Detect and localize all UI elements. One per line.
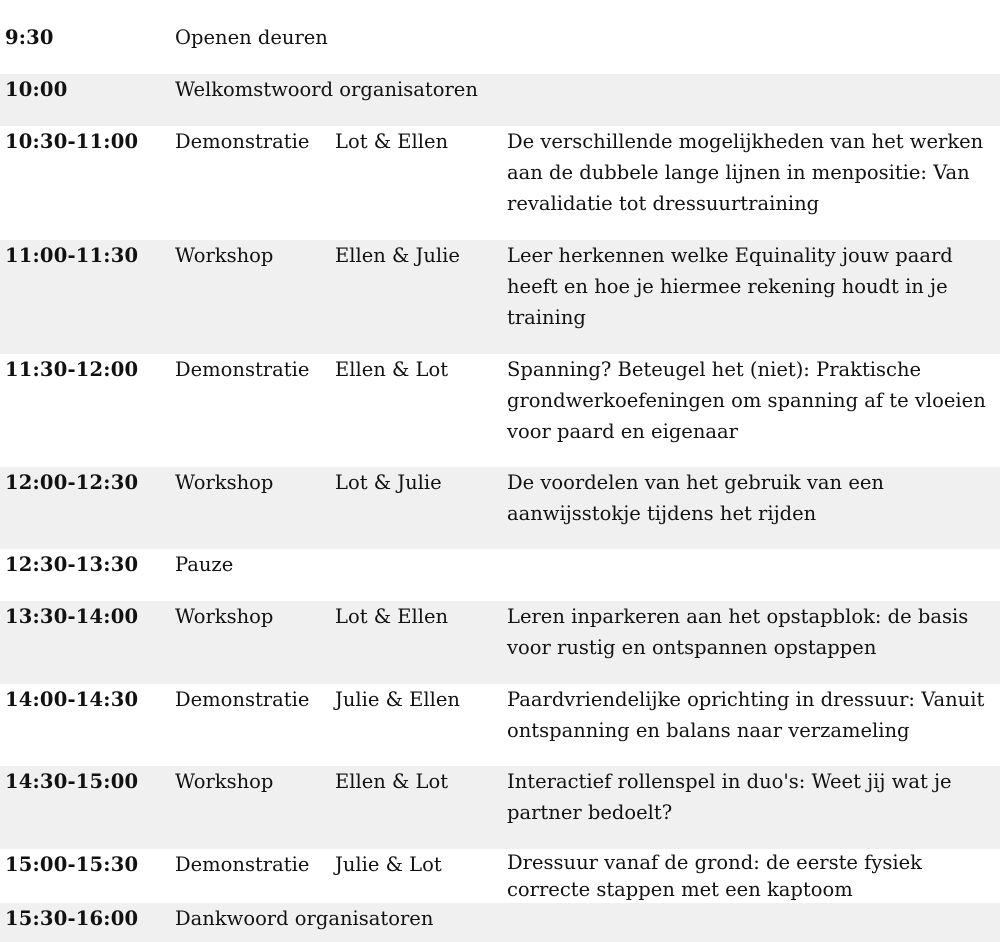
row-time: 12:30-13:30 — [5, 553, 139, 576]
row-type: Dankwoord organisatoren — [175, 907, 434, 930]
row-presenters: Julie & Lot — [335, 853, 442, 876]
row-time: 15:30-16:00 — [5, 907, 139, 930]
schedule-row — [0, 74, 1000, 126]
row-presenters: Ellen & Lot — [335, 358, 449, 381]
row-type: Workshop — [175, 605, 274, 628]
schedule-row — [0, 849, 1000, 903]
schedule-row — [0, 240, 1000, 354]
row-description: Paardvriendelijke oprichting in dressuur: Vanuit ontspanning en balans naar verzameling — [507, 688, 985, 742]
row-description: Interactief rollenspel in duo's: Weet jij wat je partner bedoelt? — [507, 770, 952, 824]
schedule-row — [0, 354, 1000, 467]
row-description: Leer herkennen welke Equinality jouw paard heeft en hoe je hiermee rekening houdt in je training — [507, 244, 953, 329]
row-presenters: Lot & Julie — [335, 471, 442, 494]
row-type: Workshop — [175, 244, 274, 267]
row-type: Demonstratie — [175, 358, 310, 381]
schedule-row — [0, 601, 1000, 684]
schedule-row — [0, 903, 1000, 942]
row-type: Workshop — [175, 770, 274, 793]
row-presenters: Ellen & Julie — [335, 244, 460, 267]
row-time: 9:30 — [5, 26, 54, 49]
row-time: 14:00-14:30 — [5, 688, 139, 711]
row-description: De voordelen van het gebruik van een aanwijsstokje tijdens het rijden — [507, 471, 884, 525]
row-type: Welkomstwoord organisatoren — [175, 78, 478, 101]
row-presenters: Ellen & Lot — [335, 770, 449, 793]
row-type: Demonstratie — [175, 853, 310, 876]
schedule-row — [0, 126, 1000, 240]
row-type: Workshop — [175, 471, 274, 494]
row-time: 12:00-12:30 — [5, 471, 139, 494]
row-time: 13:30-14:00 — [5, 605, 139, 628]
schedule-row — [0, 549, 1000, 601]
row-description: De verschillende mogelijkheden van het werken aan de dubbele lange lijnen in menpositie: Van revalidatie tot dressuurtraining — [507, 130, 984, 215]
row-time: 15:00-15:30 — [5, 853, 139, 876]
row-time: 10:30-11:00 — [5, 130, 139, 153]
row-presenters: Lot & Ellen — [335, 605, 449, 628]
schedule-row — [0, 684, 1000, 766]
row-description: Spanning? Beteugel het (niet): Praktische grondwerkoefeningen om spanning af te vloeien voor paard en eigenaar — [507, 358, 986, 443]
row-presenters: Julie & Ellen — [335, 688, 460, 711]
row-type: Openen deuren — [175, 26, 328, 49]
row-description: Leren inparkeren aan het opstapblok: de basis voor rustig en ontspannen opstappen — [507, 605, 969, 659]
row-time: 11:00-11:30 — [5, 244, 139, 267]
row-time: 14:30-15:00 — [5, 770, 139, 793]
schedule-row — [0, 467, 1000, 549]
row-time: 11:30-12:00 — [5, 358, 139, 381]
schedule-row — [0, 22, 1000, 74]
row-type: Demonstratie — [175, 130, 310, 153]
row-presenters: Lot & Ellen — [335, 130, 449, 153]
row-type: Pauze — [175, 553, 234, 576]
row-time: 10:00 — [5, 78, 68, 101]
row-type: Demonstratie — [175, 688, 310, 711]
schedule-row — [0, 766, 1000, 849]
row-description: Dressuur vanaf de grond: de eerste fysiek correcte stappen met een kaptoom — [507, 851, 923, 901]
